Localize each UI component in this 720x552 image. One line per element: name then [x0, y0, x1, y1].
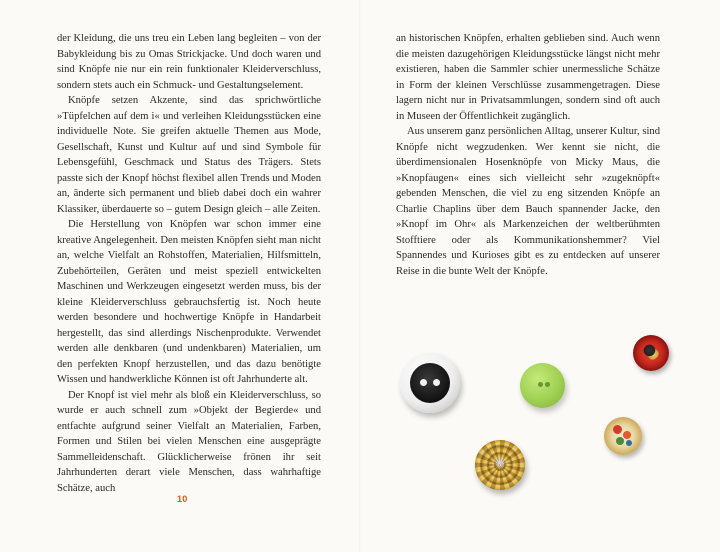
floral-enamel-button-icon [604, 417, 642, 455]
buttons-photo [360, 300, 720, 552]
paragraph: der Kleidung, die uns treu ein Leben lang begleiten – von der Babykleidung bis zu Omas Strickjacke. Und doch waren und sind Knöpfe nie nur ein rein funktionaler Kleiderverschluss, sondern stets auch ein Schmuck- und Gestaltungselement. [57, 33, 321, 91]
paragraph: Knöpfe setzen Akzente, sind das sprichwörtliche »Tüpfelchen auf dem i« und verleihen Kleidungsstücken eine individuelle Note. Sie greifen aktuelle Themen aus Mode, Gesellschaft, Kunst und Kultur auf und sind Symbole für Lebensgefühl, Geschmack und Status des Trägers. Stets passte sich der Knopf höchst flexibel allen Trends und Moden an, änderte sich permanent und blieb dabei doch ein wahrer Klassiker, überdauerte so – gutem Design gleich – alle Zeiten. [57, 95, 321, 215]
right-page [360, 0, 720, 552]
red-enamel-button-icon [633, 335, 669, 371]
paragraph: an historischen Knöpfen, erhalten geblieben sind. Auch wenn die meisten dazugehörigen Kleidungsstücke längst nicht mehr existieren, haben die Sammler schier unermessliche Schätze in Form der kleinen Verschlüsse zusammengetragen. Diese lagern nicht nur in Privatsammlungen, sondern sind oft auch in Museen der Öffentlichkeit zugänglich. [396, 33, 660, 122]
green-button-icon [520, 363, 565, 408]
paragraph: Aus unserem ganz persönlichen Alltag, unserer Kultur, sind Knöpfe nicht wegzudenken. Wer kennt sie nicht, die überdimensionalen Hosenknöpfe von Micky Maus, die »Knopfaugen« eines sich vielleicht sehr »zugeknöpft« gebenden Menschen, die viel zu eng sitzenden Knöpfe an Charlie Chaplins über dem Bauch spannender Jacke, den »Knopf im Ohr« als Markenzeichen der weltberühmten Stofftiere oder als Kommunikationshemmer? Viel Spannendes und Kurioses gibt es zu entdecken auf unserer Reise in die bunte Welt der Knöpfe. [396, 126, 660, 277]
left-page-text [57, 31, 321, 496]
gold-filigree-button-icon [475, 440, 525, 490]
white-two-hole-button-icon [400, 353, 460, 413]
page-number: 10 [177, 494, 188, 504]
paragraph: Die Herstellung von Knöpfen war schon immer eine kreative Angelegenheit. Den meisten Knöpfen sieht man nicht an, welche Vielfalt an Rohstoffen, Materialien, Hilfsmitteln, Zubehörteilen, Geräten und meist speziell entwickelten Maschinen und Werkzeugen eingesetzt werden muss, bis der kleine Kleiderverschluss gebrauchsfertig ist. Noch heute werden besondere und hochwertige Knöpfe in Handarbeit hergestellt, das sind allerdings Nischenprodukte. Verwendet werden alle denkbaren (und undenkbaren) Materialien, um den perfekten Knopf herzustellen, und das dazu benötigte Wissen und handwerkliche Können ist oft Jahrhunderte alt. [57, 219, 321, 385]
right-page-text [396, 31, 660, 279]
paragraph: Der Knopf ist viel mehr als bloß ein Kleiderverschluss, so wurde er auch schnell zum »Objekt der Begierde« und entfachte aufgrund seiner Vielfalt an Materialien, Farben, Formen und Stilen bei vielen Menschen eine ausgeprägte Sammelleidenschaft. Glücklicherweise frönen ihr seit Jahrhunderten derart viele Menschen, dass wahrhaftige Schätze, auch [57, 389, 321, 494]
